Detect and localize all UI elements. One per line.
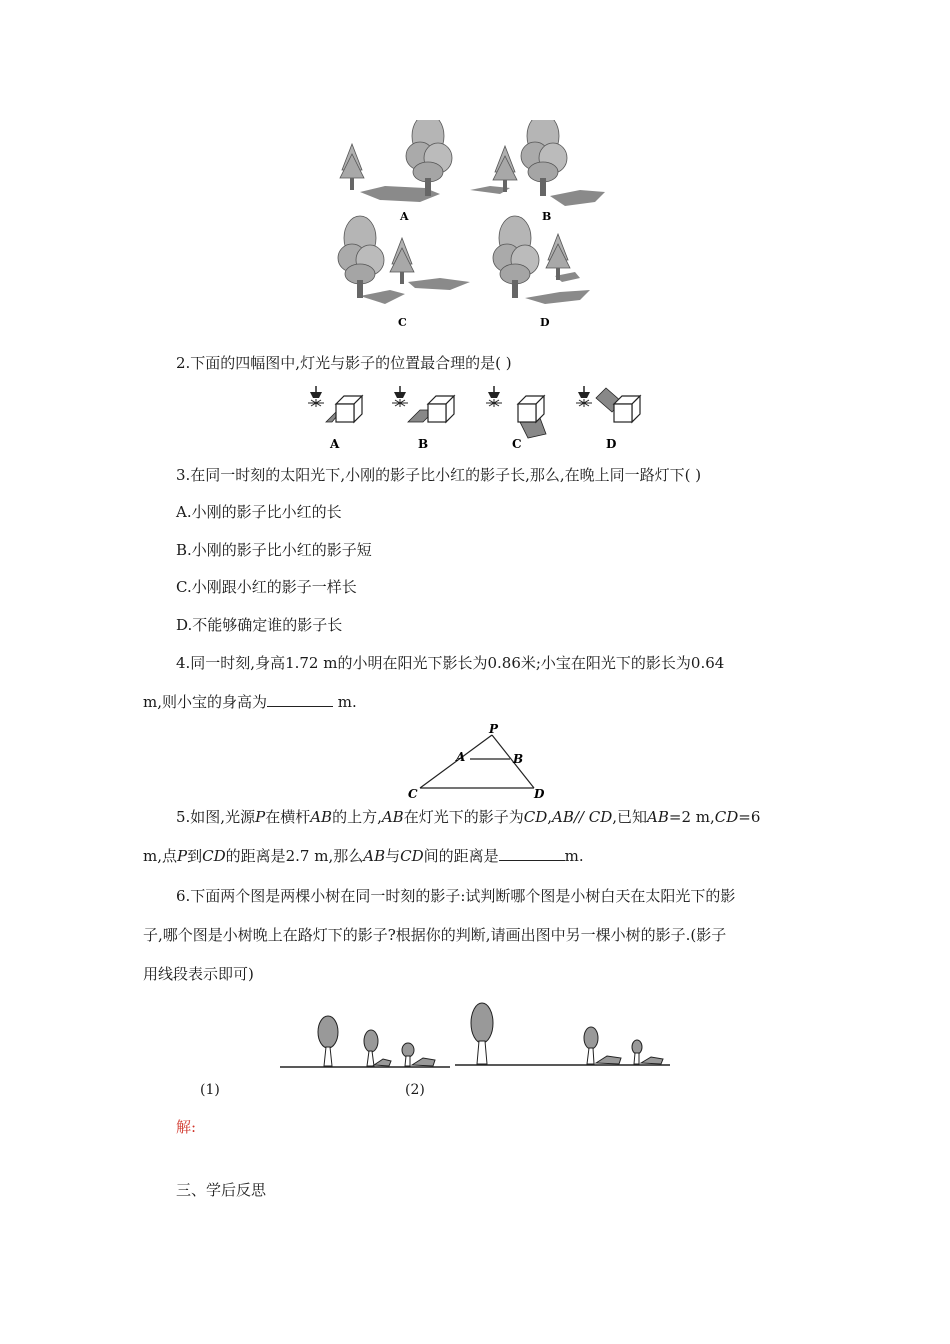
- question-3-option-d: D.不能够确定谁的影子长: [176, 616, 343, 634]
- question-2: [176, 353, 512, 373]
- point-b-label: B: [513, 752, 524, 766]
- lamp-label-b: B: [418, 437, 429, 451]
- point-d-label: D: [534, 787, 545, 801]
- scene-2: [455, 1003, 670, 1065]
- question-3-option-c: C.小刚跟小红的影子一样长: [176, 578, 357, 596]
- question-4-line-2: m,则小宝的身高为 m.: [143, 693, 357, 711]
- label-b: B: [542, 210, 552, 223]
- label-a: A: [400, 210, 409, 223]
- lamp-scene-d: [576, 386, 640, 451]
- label-c: C: [398, 316, 407, 329]
- lamp-label-c: C: [512, 437, 522, 451]
- tree-scene-b: [470, 120, 605, 223]
- tree-shadow-figure: [330, 120, 620, 335]
- section-title: 三、学后反思: [176, 1181, 267, 1199]
- answer-blank-q4[interactable]: [267, 692, 333, 707]
- lamp-cube-figure: [300, 382, 650, 454]
- question-5-line-1: 5.如图,光源P在横杆AB的上方,AB在灯光下的影子为CD,AB// CD,已知AB=2 m,CD=6: [176, 808, 761, 826]
- tree-scene-a: [340, 120, 452, 223]
- lamp-scene-c: [486, 386, 546, 451]
- question-3-option-b: B.小刚的影子比小红的影子短: [176, 541, 372, 559]
- tree-scene-c: [338, 216, 470, 329]
- scene-1: [280, 1016, 450, 1067]
- figure-label-2: (2): [405, 1082, 425, 1098]
- question-3-stem: 3.在同一时刻的太阳光下,小刚的影子比小红的影子长,那么,在晚上同一路灯下( ): [176, 466, 702, 484]
- triangle-figure: [400, 722, 550, 802]
- question-3-option-a: A.小刚的影子比小红的长: [176, 503, 342, 521]
- figure-label-1: (1): [200, 1082, 220, 1098]
- point-c-label: C: [408, 787, 418, 801]
- point-p-label: P: [489, 722, 499, 736]
- lamp-scene-a: [308, 386, 362, 451]
- label-d: D: [540, 316, 550, 329]
- question-3: [176, 465, 701, 485]
- answer-blank-q5[interactable]: [499, 846, 565, 861]
- tree-scene-d: [493, 216, 590, 329]
- question-2-text: 2.下面的四幅图中,灯光与影子的位置最合理的是( ): [176, 354, 512, 372]
- question-6-line-1: 6.下面两个图是两棵小树在同一时刻的影子:试判断哪个图是小树白天在太阳光下的影: [176, 887, 736, 905]
- lamp-label-a: A: [330, 437, 340, 451]
- lamp-scene-b: [392, 386, 454, 451]
- answer-label: 解:: [176, 1118, 197, 1136]
- small-trees-figure: [275, 995, 675, 1075]
- lamp-label-d: D: [606, 437, 617, 451]
- question-6-line-3: 用线段表示即可): [143, 965, 254, 983]
- question-4-line-1: 4.同一时刻,身高1.72 m的小明在阳光下影长为0.86米;小宝在阳光下的影长为0.64: [176, 654, 725, 672]
- point-a-label: A: [456, 750, 466, 764]
- question-6-line-2: 子,哪个图是小树晚上在路灯下的影子?根据你的判断,请画出图中另一棵小树的影子.(影子: [143, 926, 727, 944]
- question-5-line-2: m,点P到CD的距离是2.7 m,那么AB与CD间的距离是 m.: [143, 847, 584, 865]
